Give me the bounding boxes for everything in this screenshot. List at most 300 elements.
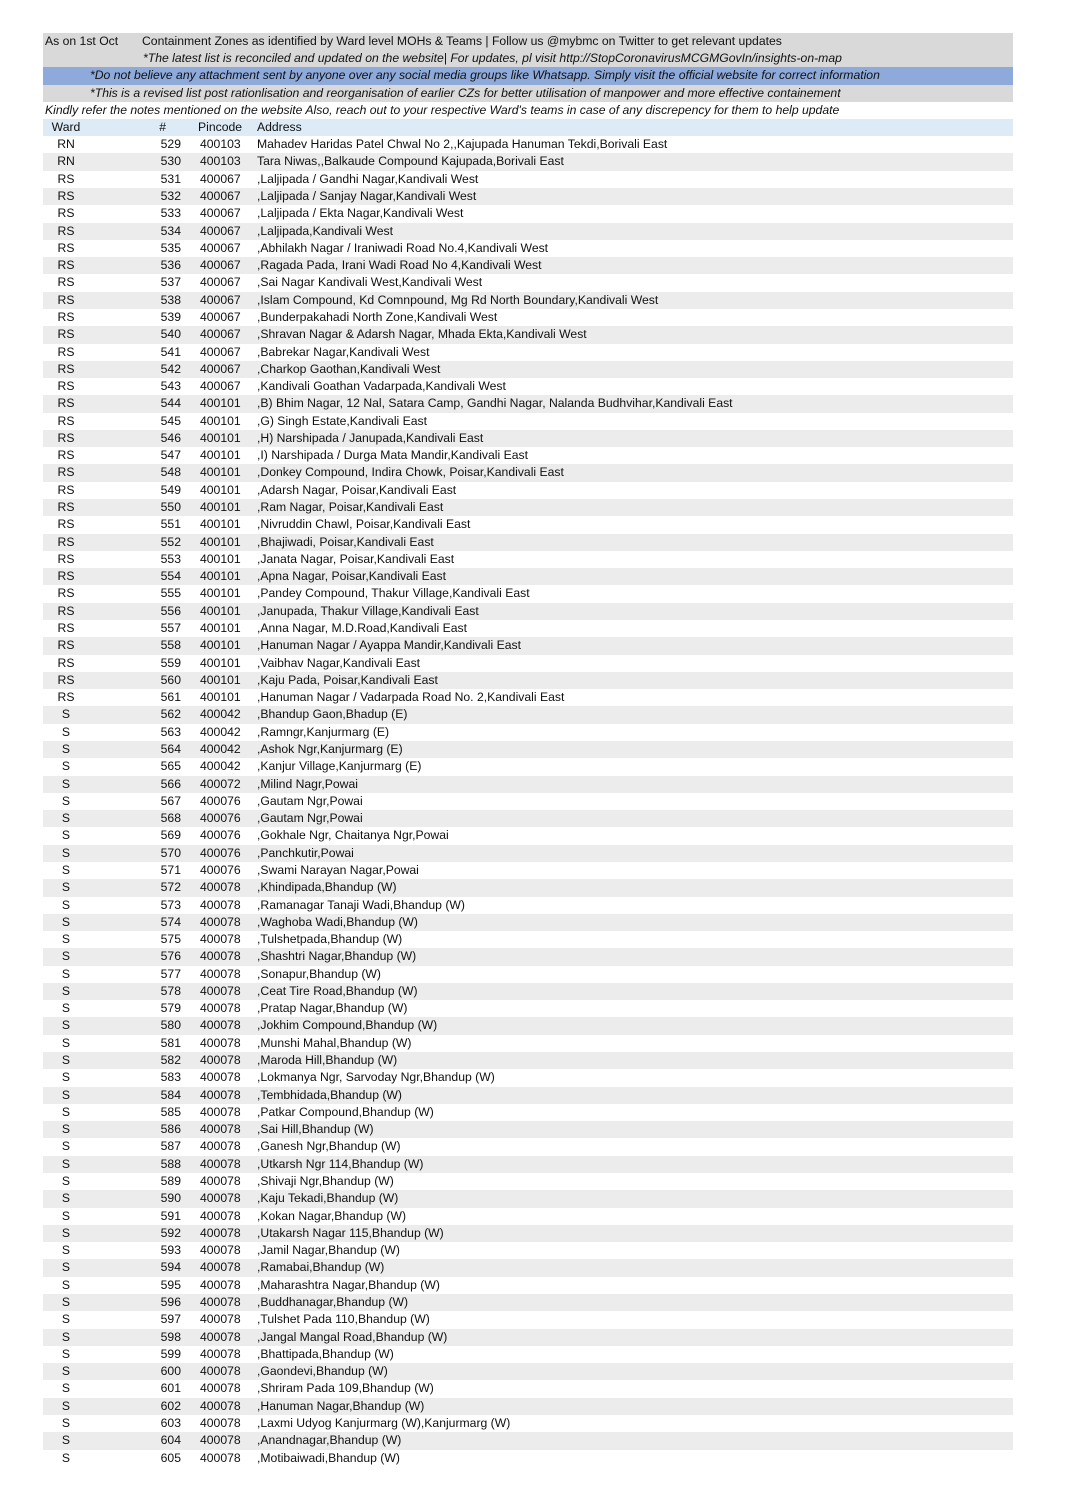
cell-number: 554 xyxy=(89,568,196,585)
note-latest: *The latest list is reconciled and updated on the website| For updates, pl visit http://StopCoronavirusMCGMGovIn/insights-on-map xyxy=(43,50,1013,67)
table-row xyxy=(43,983,1013,1000)
cell-pincode: 400067 xyxy=(196,292,257,309)
cell-number: 600 xyxy=(89,1363,196,1380)
cell-pincode: 400103 xyxy=(196,153,257,170)
cell-pincode: 400042 xyxy=(196,741,257,758)
cell-number: 598 xyxy=(89,1329,196,1346)
cell-ward: RS xyxy=(57,171,75,186)
note-refer: Kindly refer the notes mentioned on the website Also, reach out to your respective Ward's teams in case of any discrepency for them to help update xyxy=(45,102,840,117)
cell-address: ,Pratap Nagar,Bhandup (W) xyxy=(257,1001,408,1016)
cell-address: ,Maharashtra Nagar,Bhandup (W) xyxy=(257,1277,440,1292)
cell-number: 551 xyxy=(160,517,181,532)
cell-pincode: 400101 xyxy=(196,637,257,654)
cell-pincode: 400078 xyxy=(200,1243,241,1258)
table-row xyxy=(43,551,1013,568)
cell-ward: S xyxy=(43,706,89,723)
cell-ward: S xyxy=(43,1052,89,1069)
cell-pincode: 400067 xyxy=(196,361,257,378)
cell-pincode: 400067 xyxy=(196,188,257,205)
cell-address: ,Ramanagar Tanaji Wadi,Bhandup (W) xyxy=(257,897,465,912)
cell-pincode: 400078 xyxy=(196,983,257,1000)
cell-ward: RS xyxy=(43,430,89,447)
table-row xyxy=(43,1346,1013,1363)
table-row xyxy=(43,1329,1013,1346)
table-row xyxy=(43,620,1013,637)
cell-address: ,Nivruddin Chawl, Poisar,Kandivali East xyxy=(257,517,471,532)
cell-ward: S xyxy=(61,1415,71,1430)
cell-ward: S xyxy=(43,879,89,896)
cell-number: 601 xyxy=(160,1381,181,1396)
column-header-row xyxy=(43,119,1013,136)
cell-address: ,Kanjur Village,Kanjurmarg (E) xyxy=(257,759,422,774)
cell-ward: RS xyxy=(43,223,89,240)
cell-address: ,Kaju Pada, Poisar,Kandivali East xyxy=(257,672,1013,689)
cell-address: ,Ceat Tire Road,Bhandup (W) xyxy=(257,983,1013,1000)
cell-address: ,Ramngr,Kanjurmarg (E) xyxy=(257,724,390,739)
cell-ward: RS xyxy=(43,292,89,309)
cell-ward: RS xyxy=(43,603,89,620)
cell-pincode: 400078 xyxy=(196,1190,257,1207)
cell-ward: RS xyxy=(57,309,75,324)
table-row xyxy=(43,257,1013,274)
cell-number: 563 xyxy=(160,724,181,739)
cell-address: ,Laljipada / Ekta Nagar,Kandivali West xyxy=(257,206,464,221)
cell-ward: S xyxy=(43,1363,89,1380)
cell-pincode: 400078 xyxy=(196,1259,257,1276)
cell-number: 581 xyxy=(160,1035,181,1050)
cell-number: 537 xyxy=(160,275,181,290)
cell-number: 589 xyxy=(160,1174,181,1188)
cell-address: ,Ramabai,Bhandup (W) xyxy=(257,1259,1013,1276)
cell-address: ,Sai Nagar Kandivali West,Kandivali West xyxy=(257,275,483,290)
cell-address: ,Apna Nagar, Poisar,Kandivali East xyxy=(257,568,1013,585)
cell-pincode: 400101 xyxy=(196,395,257,412)
cell-number: 588 xyxy=(89,1156,196,1173)
table-row xyxy=(43,603,1013,620)
table-row xyxy=(43,568,1013,585)
cell-address: ,B) Bhim Nagar, 12 Nal, Satara Camp, Gandhi Nagar, Nalanda Budhvihar,Kandivali East xyxy=(257,395,1013,412)
table-row xyxy=(43,413,1013,430)
note-revised: *This is a revised list post rationlisation and reorganisation of earlier CZs for better utilisation of manpower and more effective containement xyxy=(43,85,1013,102)
containment-zone-sheet xyxy=(43,33,1013,1467)
cell-number: 562 xyxy=(89,706,196,723)
cell-number: 534 xyxy=(89,223,196,240)
cell-number: 550 xyxy=(89,499,196,516)
cell-ward: S xyxy=(43,1259,89,1276)
cell-pincode: 400078 xyxy=(200,1070,241,1085)
cell-pincode: 400078 xyxy=(200,1001,241,1016)
cell-pincode: 400078 xyxy=(196,1294,257,1311)
cell-address: ,Sonapur,Bhandup (W) xyxy=(257,966,381,981)
cell-ward: S xyxy=(43,845,89,862)
cell-ward: S xyxy=(43,1294,89,1311)
table-row xyxy=(43,637,1013,654)
table-row xyxy=(43,1450,1013,1467)
cell-address: ,Laljipada / Gandhi Nagar,Kandivali West xyxy=(257,171,479,186)
table-row xyxy=(43,447,1013,464)
cell-number: 566 xyxy=(89,776,196,793)
cell-address: ,H) Narshipada / Janupada,Kandivali East xyxy=(257,430,1013,447)
table-row xyxy=(43,1225,1013,1242)
cell-ward: RS xyxy=(57,413,75,428)
cell-pincode: 400103 xyxy=(200,137,241,152)
cell-address: ,Shravan Nagar & Adarsh Nagar, Mhada Ekta,Kandivali West xyxy=(257,326,1013,343)
table-row xyxy=(43,1363,1013,1380)
cell-address: ,Adarsh Nagar, Poisar,Kandivali East xyxy=(257,482,457,497)
cell-ward: RS xyxy=(57,621,75,635)
cell-number: 599 xyxy=(160,1346,181,1361)
cell-number: 576 xyxy=(89,948,196,965)
table-row xyxy=(43,205,1013,222)
cell-pincode: 400101 xyxy=(200,655,241,670)
cell-ward: RS xyxy=(57,551,75,566)
cell-number: 530 xyxy=(89,153,196,170)
cell-number: 577 xyxy=(160,966,181,981)
table-row xyxy=(43,482,1013,499)
cell-number: 548 xyxy=(89,464,196,481)
table-row xyxy=(43,1311,1013,1328)
cell-address: ,Shriram Pada 109,Bhandup (W) xyxy=(257,1381,434,1396)
cell-pincode: 400076 xyxy=(196,845,257,862)
cell-pincode: 400076 xyxy=(200,862,241,877)
table-row xyxy=(43,672,1013,689)
cell-ward: RS xyxy=(57,517,75,532)
cell-address: ,Gautam Ngr,Powai xyxy=(257,793,363,808)
cell-pincode: 400078 xyxy=(200,1346,241,1361)
cell-pincode: 400078 xyxy=(200,1174,241,1188)
cell-address: ,Kandivali Goathan Vadarpada,Kandivali West xyxy=(257,379,506,394)
table-row xyxy=(43,1242,1013,1259)
cell-number: 583 xyxy=(160,1070,181,1085)
cell-ward: RS xyxy=(57,655,75,670)
cell-number: 597 xyxy=(160,1312,181,1327)
cell-pincode: 400101 xyxy=(196,672,257,689)
cell-address: ,Hanuman Nagar,Bhandup (W) xyxy=(257,1398,1013,1415)
cell-ward: S xyxy=(61,1346,71,1361)
column-header-ward: Ward xyxy=(51,119,81,134)
cell-pincode: 400078 xyxy=(196,1363,257,1380)
cell-pincode: 400101 xyxy=(196,499,257,516)
cell-pincode: 400078 xyxy=(200,1104,241,1119)
cell-ward: RS xyxy=(57,586,75,601)
cell-address: ,Motibaiwadi,Bhandup (W) xyxy=(257,1450,400,1465)
cell-number: 541 xyxy=(160,344,181,359)
cell-number: 540 xyxy=(89,326,196,343)
cell-number: 575 xyxy=(160,932,181,947)
cell-number: 568 xyxy=(89,810,196,827)
cell-address: ,Pandey Compound, Thakur Village,Kandivali East xyxy=(257,586,530,601)
cell-number: 561 xyxy=(160,690,181,705)
table-row xyxy=(43,793,1013,810)
cell-address: ,Ragada Pada, Irani Wadi Road No 4,Kandivali West xyxy=(257,257,1013,274)
cell-number: 544 xyxy=(89,395,196,412)
cell-address: ,Khindipada,Bhandup (W) xyxy=(257,879,1013,896)
cell-address: ,Waghoba Wadi,Bhandup (W) xyxy=(257,914,1013,931)
cell-pincode: 400078 xyxy=(200,932,241,947)
cell-ward: S xyxy=(43,1017,89,1034)
table-row xyxy=(43,430,1013,447)
cell-pincode: 400101 xyxy=(200,551,241,566)
table-row xyxy=(43,534,1013,551)
cell-address: Tara Niwas,,Balkaude Compound Kajupada,Borivali East xyxy=(257,153,1013,170)
cell-number: 590 xyxy=(89,1190,196,1207)
cell-ward: S xyxy=(61,793,71,808)
table-row xyxy=(43,879,1013,896)
table-row xyxy=(43,1087,1013,1104)
cell-pincode: 400078 xyxy=(196,1121,257,1138)
cell-pincode: 400067 xyxy=(200,379,241,394)
cell-address: ,Abhilakh Nagar / Iraniwadi Road No.4,Kandivali West xyxy=(257,240,549,255)
cell-ward: RS xyxy=(43,257,89,274)
cell-pincode: 400072 xyxy=(196,776,257,793)
table-row xyxy=(43,1259,1013,1276)
cell-pincode: 400101 xyxy=(200,517,241,532)
table-row xyxy=(43,361,1013,378)
cell-pincode: 400078 xyxy=(196,879,257,896)
cell-number: 571 xyxy=(160,862,181,877)
cell-ward: RS xyxy=(43,188,89,205)
table-row xyxy=(43,344,1013,361)
cell-address: ,Ashok Ngr,Kanjurmarg (E) xyxy=(257,741,1013,758)
cell-address: ,Panchkutir,Powai xyxy=(257,845,1013,862)
cell-number: 602 xyxy=(89,1398,196,1415)
cell-address: ,Swami Narayan Nagar,Powai xyxy=(257,862,419,877)
cell-ward: S xyxy=(61,1243,71,1258)
cell-ward: RS xyxy=(57,482,75,497)
cell-ward: RS xyxy=(57,448,75,463)
cell-number: 578 xyxy=(89,983,196,1000)
cell-number: 582 xyxy=(89,1052,196,1069)
cell-number: 605 xyxy=(160,1450,181,1465)
cell-ward: S xyxy=(61,1001,71,1016)
cell-address: Mahadev Haridas Patel Chwal No 2,,Kajupada Hanuman Tekdi,Borivali East xyxy=(257,137,668,152)
table-row xyxy=(43,395,1013,412)
note-warning: *Do not believe any attachment sent by anyone over any social media groups like Whatsapp. Simply visit the official website for correct information xyxy=(43,67,1013,84)
cell-number: 543 xyxy=(160,379,181,394)
table-row xyxy=(43,810,1013,827)
cell-pincode: 400101 xyxy=(196,430,257,447)
cell-ward: S xyxy=(61,1450,71,1465)
cell-number: 564 xyxy=(89,741,196,758)
cell-ward: S xyxy=(61,1139,71,1154)
cell-address: ,Bhattipada,Bhandup (W) xyxy=(257,1346,394,1361)
cell-address: ,Janupada, Thakur Village,Kandivali East xyxy=(257,603,1013,620)
cell-number: 529 xyxy=(160,137,181,152)
cell-number: 538 xyxy=(89,292,196,309)
cell-address: ,Jamil Nagar,Bhandup (W) xyxy=(257,1243,400,1258)
cell-number: 533 xyxy=(160,206,181,221)
table-row xyxy=(43,309,1013,326)
cell-address: ,Laljipada / Sanjay Nagar,Kandivali West xyxy=(257,188,1013,205)
cell-pincode: 400078 xyxy=(196,1398,257,1415)
cell-pincode: 400101 xyxy=(200,413,241,428)
cell-ward: S xyxy=(43,810,89,827)
table-row xyxy=(43,948,1013,965)
cell-address: ,Ganesh Ngr,Bhandup (W) xyxy=(257,1139,401,1154)
cell-pincode: 400067 xyxy=(200,309,241,324)
cell-address: ,Hanuman Nagar / Ayappa Mandir,Kandivali East xyxy=(257,637,1013,654)
table-row xyxy=(43,1156,1013,1173)
cell-address: ,Sai Hill,Bhandup (W) xyxy=(257,1121,1013,1138)
table-row xyxy=(43,326,1013,343)
cell-number: 579 xyxy=(160,1001,181,1016)
cell-ward: RS xyxy=(43,395,89,412)
cell-pincode: 400067 xyxy=(196,223,257,240)
cell-number: 555 xyxy=(160,586,181,601)
table-row xyxy=(43,862,1013,879)
cell-pincode: 400067 xyxy=(196,326,257,343)
cell-number: 549 xyxy=(160,482,181,497)
cell-number: 545 xyxy=(160,413,181,428)
table-row xyxy=(43,966,1013,983)
cell-pincode: 400067 xyxy=(200,206,241,221)
cell-pincode: 400078 xyxy=(196,1329,257,1346)
cell-address: ,Jangal Mangal Road,Bhandup (W) xyxy=(257,1329,1013,1346)
table-row xyxy=(43,758,1013,775)
cell-number: 593 xyxy=(160,1243,181,1258)
cell-pincode: 400101 xyxy=(200,621,241,635)
table-row xyxy=(43,585,1013,602)
cell-ward: RS xyxy=(43,464,89,481)
cell-ward: S xyxy=(61,1381,71,1396)
table-row xyxy=(43,153,1013,170)
table-row xyxy=(43,1121,1013,1138)
cell-pincode: 400078 xyxy=(196,1052,257,1069)
table-row xyxy=(43,1277,1013,1294)
cell-number: 573 xyxy=(160,897,181,912)
cell-ward: S xyxy=(43,1225,89,1242)
table-row xyxy=(43,897,1013,914)
cell-pincode: 400101 xyxy=(200,690,241,705)
table-row xyxy=(43,188,1013,205)
cell-number: 603 xyxy=(160,1415,181,1430)
cell-number: 596 xyxy=(89,1294,196,1311)
cell-ward: S xyxy=(43,776,89,793)
cell-ward: S xyxy=(61,1035,71,1050)
cell-pincode: 400067 xyxy=(200,344,241,359)
cell-ward: S xyxy=(43,1398,89,1415)
cell-pincode: 400078 xyxy=(196,1432,257,1449)
cell-number: 580 xyxy=(89,1017,196,1034)
cell-address: ,Jokhim Compound,Bhandup (W) xyxy=(257,1017,1013,1034)
table-row xyxy=(43,1017,1013,1034)
table-row xyxy=(43,706,1013,723)
cell-number: 560 xyxy=(89,672,196,689)
cell-address: ,Babrekar Nagar,Kandivali West xyxy=(257,344,430,359)
cell-number: 567 xyxy=(160,793,181,808)
cell-ward: RS xyxy=(57,240,75,255)
cell-address: ,Laljipada,Kandivali West xyxy=(257,223,1013,240)
table-row xyxy=(43,689,1013,706)
cell-number: 574 xyxy=(89,914,196,931)
cell-number: 572 xyxy=(89,879,196,896)
cell-address: ,G) Singh Estate,Kandivali East xyxy=(257,413,428,428)
cell-ward: S xyxy=(43,1156,89,1173)
cell-pincode: 400078 xyxy=(200,1139,241,1154)
cell-ward: S xyxy=(61,759,71,774)
cell-pincode: 400078 xyxy=(200,897,241,912)
cell-pincode: 400078 xyxy=(196,1017,257,1034)
table-row xyxy=(43,914,1013,931)
cell-pincode: 400078 xyxy=(200,1450,241,1465)
cell-pincode: 400101 xyxy=(196,464,257,481)
cell-address: ,Kaju Tekadi,Bhandup (W) xyxy=(257,1190,1013,1207)
cell-pincode: 400067 xyxy=(196,257,257,274)
cell-address: ,Gautam Ngr,Powai xyxy=(257,810,1013,827)
table-body xyxy=(43,136,1013,1467)
as-on-date: As on 1st Oct xyxy=(45,34,119,48)
cell-pincode: 400101 xyxy=(200,448,241,463)
header-title-row xyxy=(43,33,1013,50)
table-row xyxy=(43,516,1013,533)
cell-ward: RS xyxy=(43,637,89,654)
cell-ward: S xyxy=(61,828,71,843)
cell-pincode: 400042 xyxy=(200,759,241,774)
cell-address: ,Utkarsh Ngr 114,Bhandup (W) xyxy=(257,1156,1013,1173)
table-row xyxy=(43,464,1013,481)
cell-pincode: 400078 xyxy=(200,1381,241,1396)
sheet-title: Containment Zones as identified by Ward level MOHs & Teams | Follow us @mybmc on Twitter to get relevant updates xyxy=(142,34,782,48)
cell-address: ,Utakarsh Nagar 115,Bhandup (W) xyxy=(257,1225,1013,1242)
table-row xyxy=(43,1380,1013,1397)
cell-address: ,Janata Nagar, Poisar,Kandivali East xyxy=(257,551,455,566)
cell-number: 542 xyxy=(89,361,196,378)
cell-address: ,Anandnagar,Bhandup (W) xyxy=(257,1432,1013,1449)
cell-number: 592 xyxy=(89,1225,196,1242)
cell-number: 556 xyxy=(89,603,196,620)
cell-number: 546 xyxy=(89,430,196,447)
cell-ward: S xyxy=(61,724,71,739)
cell-address: ,Charkop Gaothan,Kandivali West xyxy=(257,361,1013,378)
cell-address: ,Anna Nagar, M.D.Road,Kandivali East xyxy=(257,621,468,635)
cell-ward: RN xyxy=(57,137,75,152)
cell-pincode: 400067 xyxy=(200,275,241,290)
cell-pincode: 400078 xyxy=(200,1035,241,1050)
table-row xyxy=(43,499,1013,516)
cell-ward: RS xyxy=(43,361,89,378)
cell-number: 604 xyxy=(89,1432,196,1449)
table-row xyxy=(43,1052,1013,1069)
cell-address: ,Patkar Compound,Bhandup (W) xyxy=(257,1104,434,1119)
cell-pincode: 400076 xyxy=(200,828,241,843)
table-row xyxy=(43,724,1013,741)
cell-ward: RS xyxy=(43,672,89,689)
cell-pincode: 400078 xyxy=(196,914,257,931)
table-row xyxy=(43,1208,1013,1225)
cell-pincode: 400042 xyxy=(200,724,241,739)
cell-number: 532 xyxy=(89,188,196,205)
cell-number: 535 xyxy=(160,240,181,255)
cell-number: 586 xyxy=(89,1121,196,1138)
cell-address: ,Islam Compound, Kd Comnpound, Mg Rd North Boundary,Kandivali West xyxy=(257,292,1013,309)
cell-pincode: 400101 xyxy=(196,568,257,585)
cell-number: 570 xyxy=(89,845,196,862)
cell-pincode: 400076 xyxy=(196,810,257,827)
cell-ward: S xyxy=(43,948,89,965)
cell-number: 552 xyxy=(89,534,196,551)
table-row xyxy=(43,378,1013,395)
cell-ward: S xyxy=(43,983,89,1000)
cell-address: ,Bhajiwadi, Poisar,Kandivali East xyxy=(257,534,1013,551)
table-row xyxy=(43,1138,1013,1155)
cell-number: 557 xyxy=(160,621,181,635)
table-row xyxy=(43,741,1013,758)
cell-pincode: 400067 xyxy=(200,240,241,255)
cell-number: 585 xyxy=(160,1104,181,1119)
cell-pincode: 400042 xyxy=(196,706,257,723)
cell-ward: RS xyxy=(43,326,89,343)
cell-address: ,Bunderpakahadi North Zone,Kandivali West xyxy=(257,309,498,324)
